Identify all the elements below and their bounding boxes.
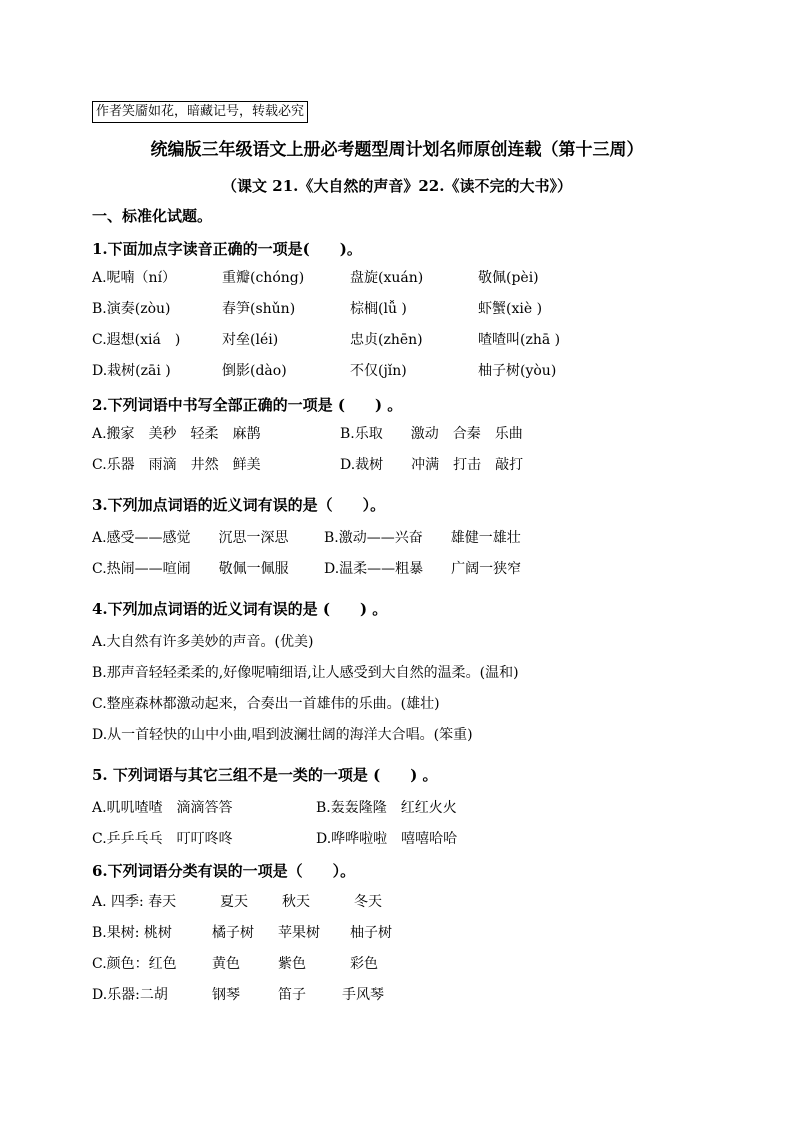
question-3-stem: 3.下列加点词语的近义词有误的是（ ）。 <box>92 496 386 514</box>
option-cell: C.乐器 雨滴 井然 鲜美 <box>92 457 261 473</box>
question-6-option-c <box>92 953 732 975</box>
question-2-stem: 2.下列词语中书写全部正确的一项是 ( ) 。 <box>92 396 403 414</box>
option-cell: 紫色 <box>278 956 306 972</box>
option-cell: 彩色 <box>350 956 378 972</box>
option-cell: 苹果树 <box>278 925 320 941</box>
option-cell: 橘子树 <box>212 925 254 941</box>
question-6-stem: 6.下列词语分类有误的一项是（ ）。 <box>92 862 356 880</box>
option-cell: B.激动——兴奋 雄健一雄壮 <box>324 530 521 546</box>
option-cell: C.颜色：红色 <box>92 956 177 972</box>
question-5-row-2 <box>92 828 732 850</box>
question-1-option-b <box>92 298 732 320</box>
question-3-row-1 <box>92 527 732 549</box>
option-cell: 春笋(shǔn) <box>222 301 296 317</box>
question-2-row-2 <box>92 454 732 476</box>
question-4-stem: 4.下列加点词语的近义词有误的是 ( ) 。 <box>92 600 388 618</box>
question-6-option-d <box>92 984 732 1006</box>
page-subtitle: （课文 21.《大自然的声音》22.《读不完的大书》） <box>222 177 572 195</box>
option-cell: 笛子 <box>278 987 306 1003</box>
option-cell: D.哗哗啦啦 嘻嘻哈哈 <box>316 831 458 847</box>
option-cell: B.轰轰隆隆 红红火火 <box>316 800 457 816</box>
option-cell: 盘旋(xuán) <box>350 270 424 286</box>
question-3-row-2 <box>92 558 732 580</box>
question-6-option-b <box>92 922 732 944</box>
option-cell: 手风琴 <box>342 987 384 1003</box>
section-heading: 一、标准化试题。 <box>92 207 213 225</box>
question-4-option-b: B.那声音轻轻柔柔的,好像呢喃细语,让人感受到大自然的温柔。(温和) <box>92 665 519 681</box>
option-cell: 倒影(dào) <box>222 363 287 379</box>
option-cell: 秋天 <box>282 894 310 910</box>
option-cell: 钢琴 <box>212 987 240 1003</box>
option-cell: 虾蟹(xiè ) <box>478 301 543 317</box>
question-5-stem: 5. 下列词语与其它三组不是一类的一项是 ( ) 。 <box>92 766 438 784</box>
question-1-option-d <box>92 360 732 382</box>
option-cell: 喳喳叫(zhā ) <box>478 332 561 348</box>
option-cell: 夏天 <box>220 894 248 910</box>
question-1-option-c <box>92 329 732 351</box>
option-cell: D.乐器:二胡 <box>92 987 168 1003</box>
option-cell: 柚子树(yòu) <box>478 363 557 379</box>
option-cell: 柚子树 <box>350 925 392 941</box>
option-cell: C.遐想(xiá ) <box>92 332 181 348</box>
option-cell: D.温柔——粗暴 广阔一狭窄 <box>324 561 522 577</box>
question-1-option-a <box>92 267 732 289</box>
option-cell: A.呢喃（ní） <box>92 270 177 286</box>
option-cell: 忠贞(zhēn) <box>350 332 423 348</box>
option-cell: 不仅(jǐn) <box>350 363 407 379</box>
question-4-option-a: A.大自然有许多美妙的声音。(优美) <box>92 634 314 650</box>
option-cell: B.乐取 激动 合秦 乐曲 <box>340 426 523 442</box>
question-2-row-1 <box>92 423 732 445</box>
option-cell: 对垒(léi) <box>222 332 279 348</box>
option-cell: B.果树: 桃树 <box>92 925 172 941</box>
question-5-row-1 <box>92 797 732 819</box>
page-title: 统编版三年级语文上册必考题型周计划名师原创连载（第十三周） <box>150 140 644 160</box>
option-cell: 敬佩(pèi) <box>478 270 539 286</box>
option-cell: C.乒乒乓乓 叮叮咚咚 <box>92 831 233 847</box>
option-cell: 冬天 <box>354 894 382 910</box>
option-cell: A.感受——感觉 沉思一深思 <box>92 530 289 546</box>
option-cell: A.搬家 美秒 轻柔 麻鹊 <box>92 426 261 442</box>
question-1-stem: 1.下面加点字读音正确的一项是( )。 <box>92 240 362 258</box>
option-cell: D.栽树(zāi ) <box>92 363 171 379</box>
option-cell: A.叽叽喳喳 滴滴答答 <box>92 800 233 816</box>
option-cell: D.裁树 冲满 打击 敲打 <box>340 457 524 473</box>
option-cell: A. 四季: 春天 <box>92 894 177 910</box>
watermark-label: 作者笑靥如花，暗藏记号，转载必究 <box>92 101 308 123</box>
option-cell: 重瓣(chóng) <box>222 270 305 286</box>
option-cell: 黄色 <box>212 956 240 972</box>
option-cell: C.热闹——喧闹 敬佩一佩服 <box>92 561 289 577</box>
option-cell: B.演奏(zòu) <box>92 301 171 317</box>
question-4-option-c: C.整座森林都激动起来，合奏出一首雄伟的乐曲。(雄壮) <box>92 696 440 712</box>
question-6-option-a <box>92 891 732 913</box>
option-cell: 棕榈(lǚ ) <box>350 301 407 317</box>
question-4-option-d: D.从一首轻快的山中小曲,唱到波澜壮阔的海洋大合唱。(笨重) <box>92 727 473 743</box>
